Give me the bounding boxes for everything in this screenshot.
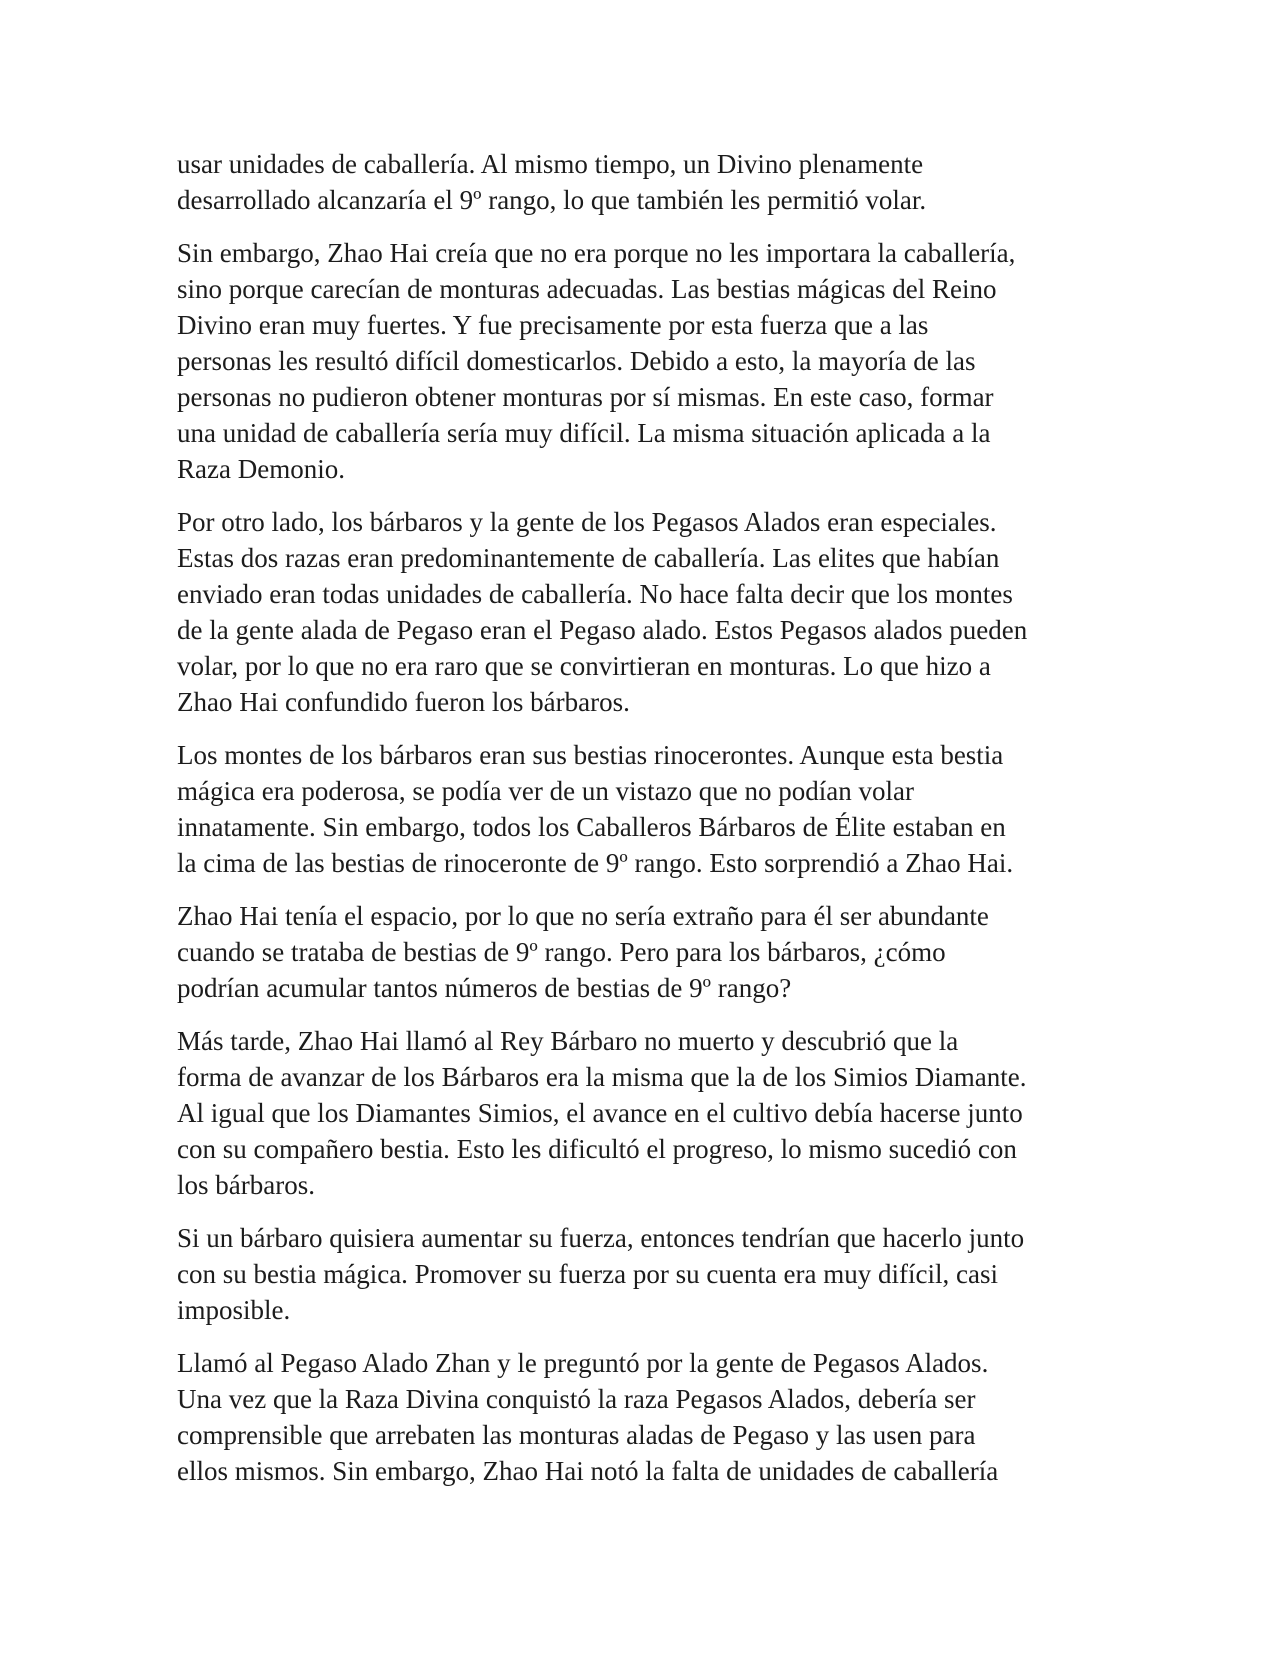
text-line: Más tarde, Zhao Hai llamó al Rey Bárbaro no muerto y descubrió que la: [177, 1026, 959, 1056]
paragraph-6: [177, 1023, 1117, 1203]
text-line: Sin embargo, Zhao Hai creía que no era porque no les importara la caballería,: [177, 238, 1016, 268]
text-line: Al igual que los Diamantes Simios, el avance en el cultivo debía hacerse junto: [177, 1098, 1023, 1128]
text-line: forma de avanzar de los Bárbaros era la misma que la de los Simios Diamante.: [177, 1062, 1027, 1092]
text-line: volar, por lo que no era raro que se convirtieran en monturas. Lo que hizo a: [177, 651, 991, 681]
text-line: los bárbaros.: [177, 1170, 315, 1200]
text-line: la cima de las bestias de rinoceronte de 9º rango. Esto sorprendió a Zhao Hai.: [177, 848, 1014, 878]
paragraph-3: [177, 504, 1117, 720]
text-line: Zhao Hai tenía el espacio, por lo que no sería extraño para él ser abundante: [177, 901, 989, 931]
document-body: [177, 146, 1117, 1506]
paragraph-1: [177, 146, 1117, 218]
text-line: desarrollado alcanzaría el 9º rango, lo que también les permitió volar.: [177, 185, 927, 215]
text-line: Por otro lado, los bárbaros y la gente de los Pegasos Alados eran especiales.: [177, 507, 997, 537]
text-line: ellos mismos. Sin embargo, Zhao Hai notó la falta de unidades de caballería: [177, 1456, 999, 1486]
text-line: personas les resultó difícil domesticarlos. Debido a esto, la mayoría de las: [177, 346, 976, 376]
text-line: mágica era poderosa, se podía ver de un vistazo que no podían volar: [177, 776, 914, 806]
paragraph-2: [177, 235, 1117, 487]
text-line: Zhao Hai confundido fueron los bárbaros.: [177, 687, 630, 717]
text-line: Si un bárbaro quisiera aumentar su fuerza, entonces tendrían que hacerlo junto: [177, 1223, 1025, 1253]
text-line: de la gente alada de Pegaso eran el Pegaso alado. Estos Pegasos alados pueden: [177, 615, 1028, 645]
paragraph-5: [177, 898, 1117, 1006]
text-line: enviado eran todas unidades de caballería. No hace falta decir que los montes: [177, 579, 1013, 609]
text-line: una unidad de caballería sería muy difícil. La misma situación aplicada a la: [177, 418, 991, 448]
text-line: personas no pudieron obtener monturas por sí mismas. En este caso, formar: [177, 382, 994, 412]
text-line: Llamó al Pegaso Alado Zhan y le preguntó por la gente de Pegasos Alados.: [177, 1348, 989, 1378]
text-line: usar unidades de caballería. Al mismo tiempo, un Divino plenamente: [177, 149, 924, 179]
text-line: Estas dos razas eran predominantemente de caballería. Las elites que habían: [177, 543, 1000, 573]
text-line: con su compañero bestia. Esto les dificultó el progreso, lo mismo sucedió con: [177, 1134, 1017, 1164]
paragraph-7: [177, 1220, 1117, 1328]
text-line: Los montes de los bárbaros eran sus bestias rinocerontes. Aunque esta bestia: [177, 740, 1004, 770]
text-line: con su bestia mágica. Promover su fuerza por su cuenta era muy difícil, casi: [177, 1259, 998, 1289]
paragraph-8: [177, 1345, 1117, 1489]
text-line: innatamente. Sin embargo, todos los Caballeros Bárbaros de Élite estaban en: [177, 812, 1006, 842]
text-line: podrían acumular tantos números de bestias de 9º rango?: [177, 973, 792, 1003]
text-line: imposible.: [177, 1295, 291, 1325]
text-line: Divino eran muy fuertes. Y fue precisamente por esta fuerza que a las: [177, 310, 929, 340]
paragraph-4: [177, 737, 1117, 881]
text-line: Una vez que la Raza Divina conquistó la raza Pegasos Alados, debería ser: [177, 1384, 976, 1414]
text-line: cuando se trataba de bestias de 9º rango. Pero para los bárbaros, ¿cómo: [177, 937, 946, 967]
text-line: sino porque carecían de monturas adecuadas. Las bestias mágicas del Reino: [177, 274, 997, 304]
text-line: Raza Demonio.: [177, 454, 345, 484]
text-line: comprensible que arrebaten las monturas aladas de Pegaso y las usen para: [177, 1420, 976, 1450]
